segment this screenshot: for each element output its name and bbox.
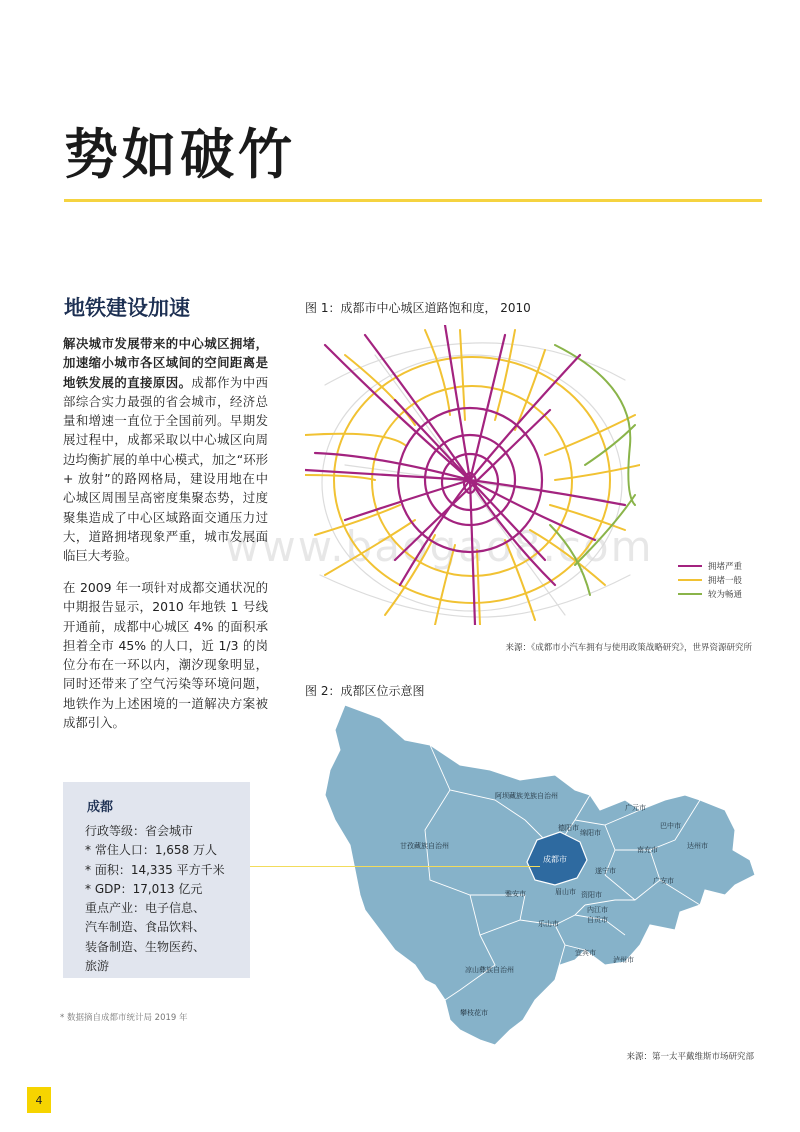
- label-deyang: 德阳市: [558, 824, 579, 832]
- info-box-facts: [85, 822, 250, 976]
- footnote: * 数据摘自成都市统计局 2019 年: [60, 1013, 188, 1023]
- legend-swatch-flowing: [678, 593, 702, 595]
- figure2-caption: 图 2：成都区位示意图: [305, 684, 425, 698]
- info-box-title: 成都: [87, 800, 114, 815]
- fact-line: * 面积：14,335 平方千米: [85, 862, 225, 877]
- legend-swatch-moderate: [678, 579, 702, 581]
- city-info-box: [63, 782, 250, 978]
- callout-leader-line: [250, 866, 540, 867]
- report-paragraph: 在 2009 年一项针对成都交通状况的中期报告显示，2010 年地铁 1 号线开通前，成都中心城区 4% 的面积承担着全市 45% 的人口，近 1/3 的岗位分布在一环以内，潮汐现象明显，同时还带来了空气污染等环境问题，地铁作为上述困境的一道解决方案被成都引入。: [63, 580, 268, 731]
- intro-lead: 解决城市发展带来的中心城区拥堵，加速缩小城市各区域间的空间距离是地铁发展的直接原因。: [63, 336, 268, 390]
- label-liangshan: 凉山彝族自治州: [465, 966, 514, 974]
- fact-line: 重点产业：电子信息、: [85, 901, 206, 916]
- fact-line: * 常住人口：1,658 万人: [85, 843, 217, 858]
- legend-item-severe: [678, 559, 742, 573]
- legend-item-flowing: [678, 587, 742, 601]
- congested-roads: [305, 325, 625, 625]
- figure1-source: 来源：《成都市小汽车拥有与使用政策战略研究》，世界资源研究所: [505, 643, 752, 653]
- flowing-roads: [550, 345, 635, 595]
- label-yibin: 宜宾市: [575, 949, 596, 957]
- label-bazhong: 巴中市: [660, 822, 681, 830]
- label-panzhihua: 攀枝花市: [460, 1009, 488, 1017]
- label-chengdu: 成都市: [543, 855, 567, 864]
- fact-line: 旅游: [85, 959, 110, 974]
- intro-body: 成都作为中西部综合实力最强的省会城市，经济总量和增速一直位于全国前列。早期发展过程中，成都采取以中心城区向周边均衡扩展的单中心模式，加之“环形 + 放射”的路网格局，建设用地在中心城区周围呈高密度集聚态势，过度聚集造成了中心区域路面交通压力过大，道路拥堵现象严重，城市发展面临巨大考验。: [63, 374, 268, 564]
- label-mianyang: 绵阳市: [580, 829, 601, 837]
- legend-label: 较为畅通: [708, 590, 743, 600]
- fact-line: 行政等级：省会城市: [85, 824, 194, 838]
- label-ganzi: 甘孜藏族自治州: [400, 842, 449, 850]
- map-legend: [678, 559, 742, 601]
- road-saturation-map: [305, 325, 640, 625]
- legend-label: 拥堵一般: [708, 576, 743, 586]
- page-number: 4: [27, 1087, 51, 1113]
- legend-item-moderate: [678, 573, 742, 587]
- section-heading: 地铁建设加速: [64, 296, 190, 320]
- legend-swatch-severe: [678, 565, 702, 567]
- label-luzhou: 泸州市: [613, 956, 634, 964]
- figure2-source: 来源：第一太平戴维斯市场研究部: [626, 1052, 754, 1062]
- label-leshan: 乐山市: [538, 920, 559, 928]
- label-aba: 阿坝藏族羌族自治州: [495, 792, 558, 800]
- label-meishan: 眉山市: [555, 888, 576, 896]
- legend-label: 拥堵严重: [708, 562, 743, 572]
- label-neijiang: 内江市: [587, 906, 608, 914]
- fact-line: 装备制造、生物医药、: [85, 939, 206, 954]
- label-guangan: 广安市: [653, 877, 674, 885]
- label-zigong: 自贡市: [587, 916, 608, 924]
- label-suining: 遂宁市: [595, 867, 616, 875]
- label-guangyuan: 广元市: [625, 804, 646, 812]
- figure1-caption: 图 1：成都市中心城区道路饱和度， 2010: [305, 301, 531, 315]
- label-ziyang: 资阳市: [581, 891, 602, 899]
- fact-line: * GDP：17,013 亿元: [85, 881, 203, 896]
- fact-line: 汽车制造、食品饮料、: [85, 920, 206, 935]
- label-yaan: 雅安市: [505, 890, 526, 898]
- label-dazhou: 达州市: [687, 842, 708, 850]
- title-divider: [64, 199, 762, 202]
- watermark: www.baogao8.com: [225, 522, 654, 571]
- label-nanchong: 南充市: [637, 846, 658, 854]
- sichuan-location-map: [255, 700, 770, 1045]
- page-title: 势如破竹: [64, 123, 296, 186]
